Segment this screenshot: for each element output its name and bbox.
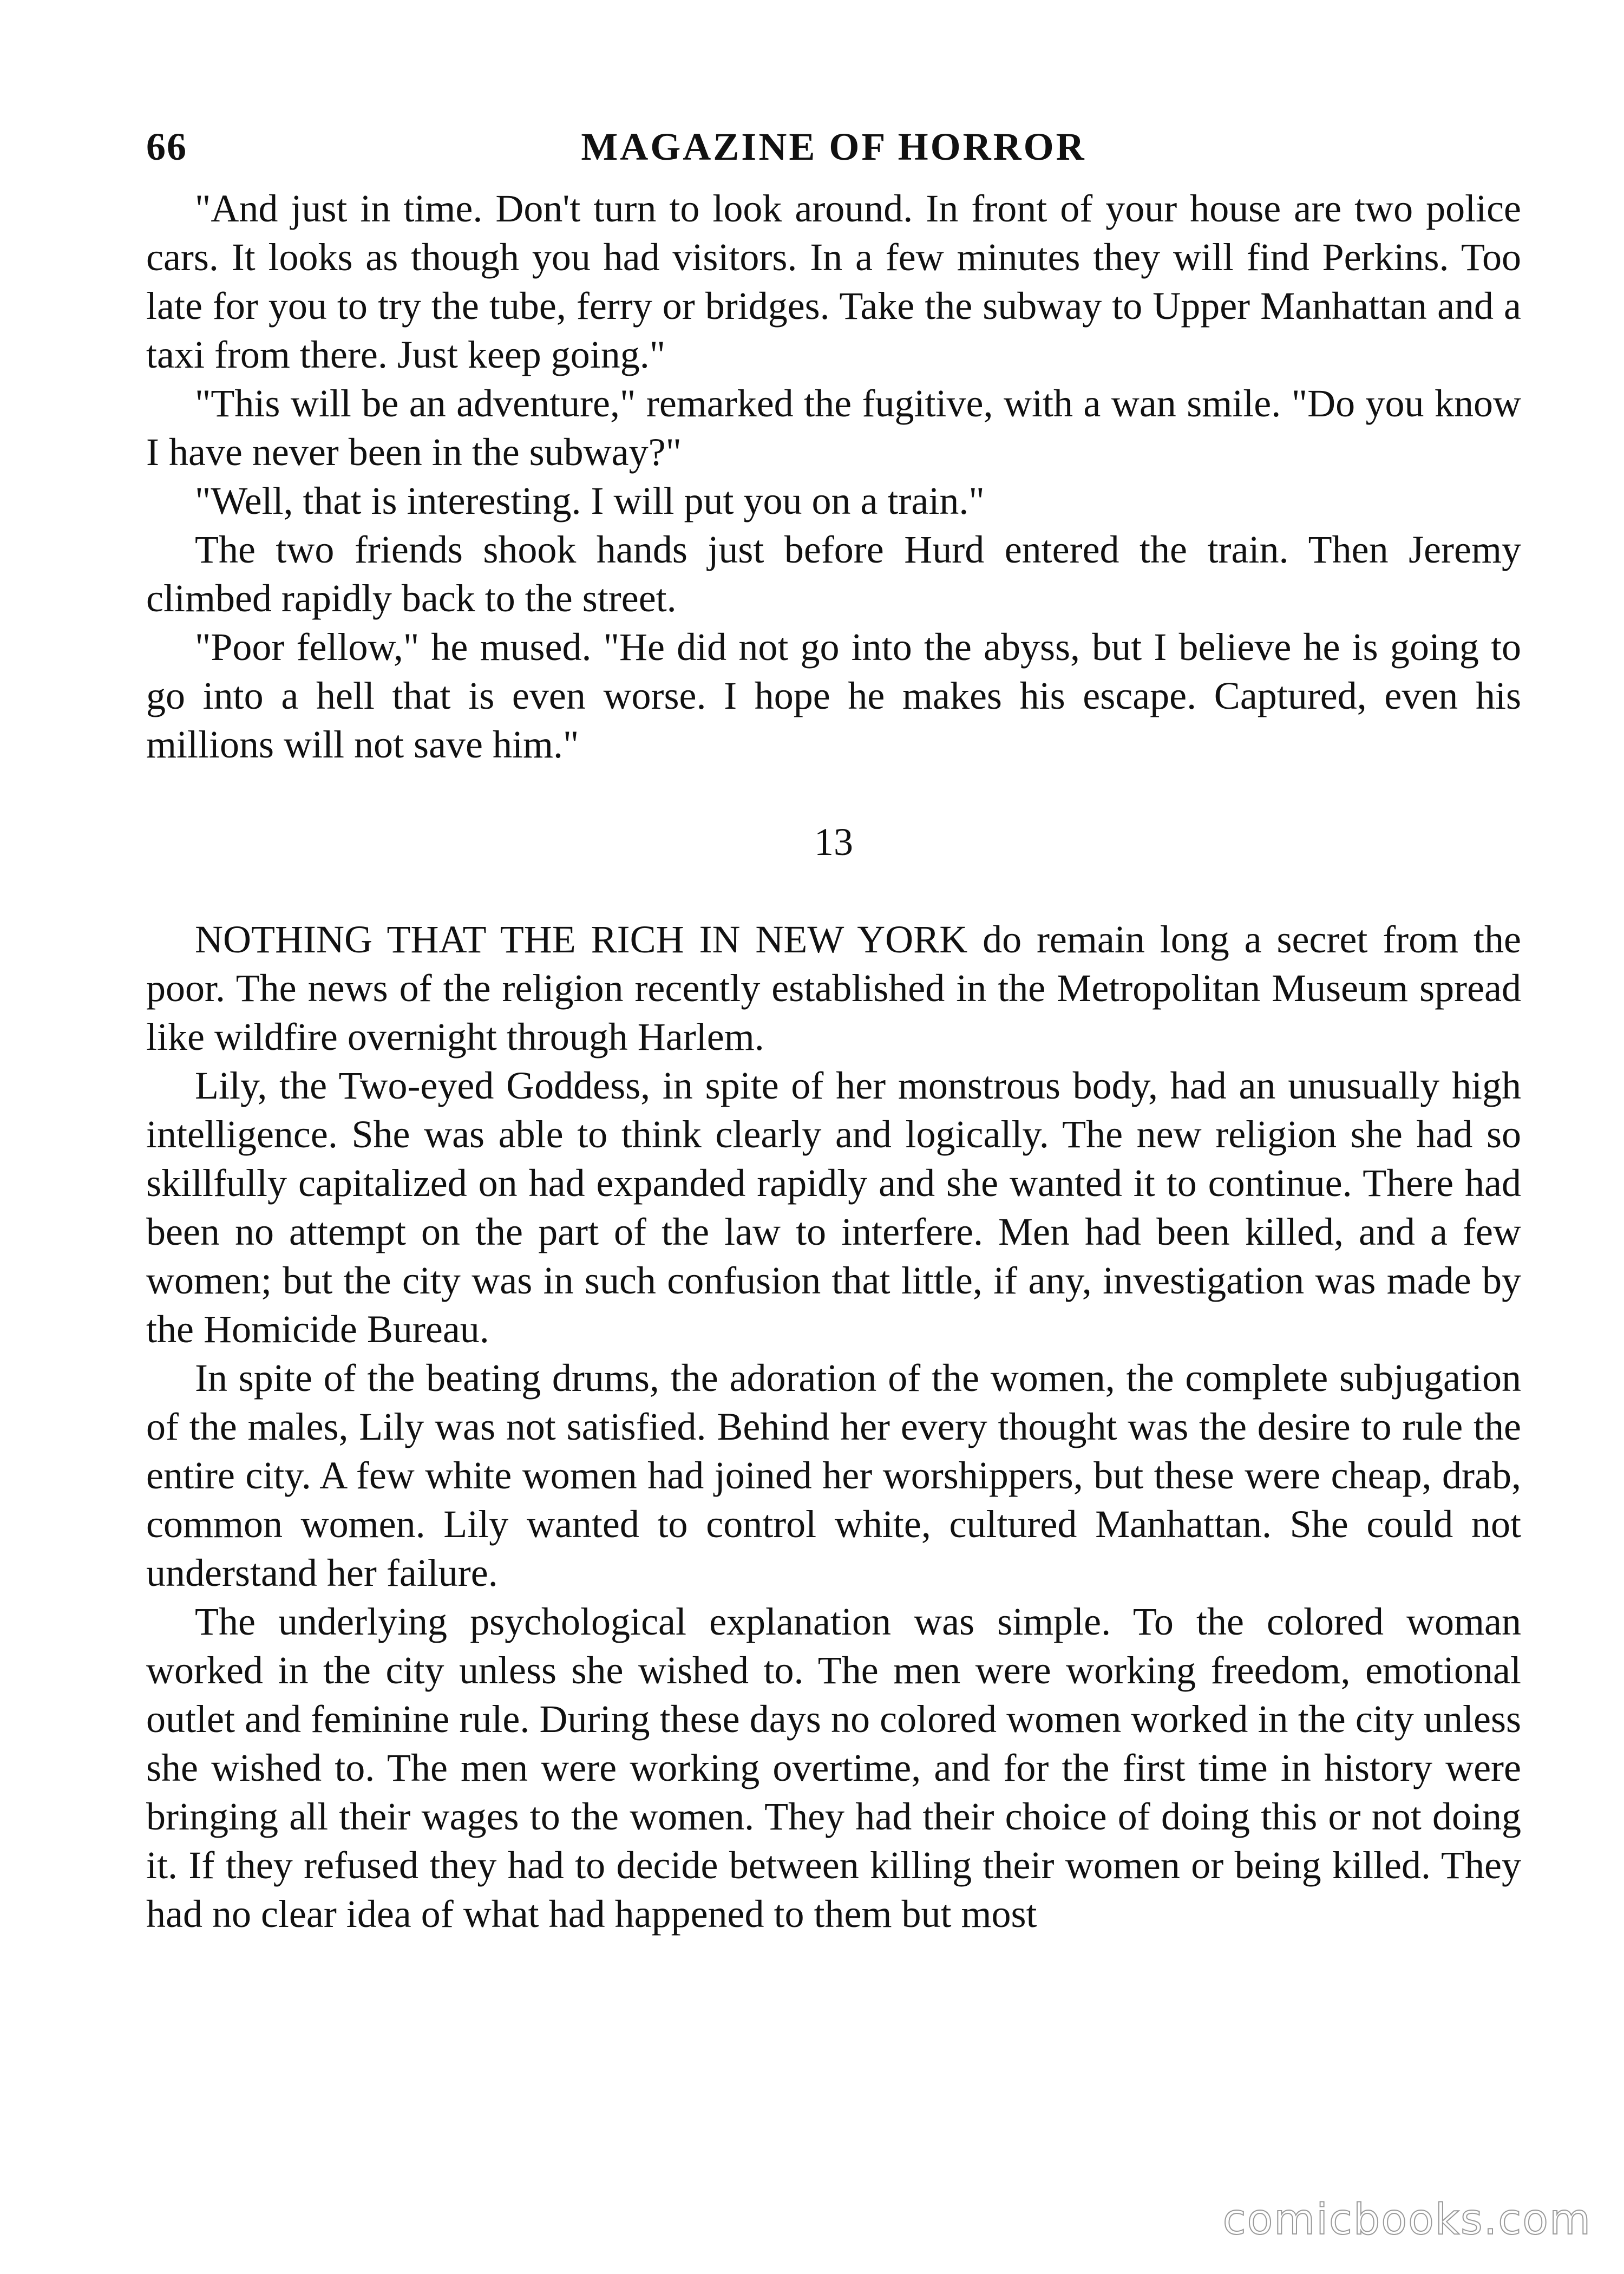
book-page (146, 125, 1521, 1938)
paragraph: The underlying psychological explanation was simple. To the colored woman worked in the city unless she wished to. The men were working freedom, emotional outlet and feminine rule. During these days no colored women worked in the city unless she wished to. The men were working overtime, and for the first time in history were bringing all their wages to the women. They had their choice of doing this or not doing it. If they refused they had to decide between killing their women or being killed. They had no clear idea of what had happened to them but most (146, 1600, 1521, 1936)
story-text-before-break (146, 184, 1521, 769)
running-title: MAGAZINE OF HORROR (581, 125, 1086, 168)
paragraph: NOTHING THAT THE RICH IN NEW YORK do remain long a secret from the poor. The news of the religion recently established in the Metropolitan Museum spread like wildfire overnight through Harlem. (146, 918, 1521, 1058)
site-watermark: comicbooks.com (1222, 2195, 1592, 2244)
story-text-after-break (146, 915, 1521, 1938)
paragraph: "Well, that is interesting. I will put you on a train." (195, 479, 985, 522)
paragraph: "And just in time. Don't turn to look around. In front of your house are two police cars. It looks as though you had visitors. In a few minutes they will find Perkins. Too late for you to try the tube, ferry or bridges. Take the subway to Upper Manhattan and a taxi from there. Just keep going." (146, 187, 1521, 376)
paragraph: "This will be an adventure," remarked the fugitive, with a wan smile. "Do you know I have never been in the subway?" (146, 382, 1521, 474)
paragraph: "Poor fellow," he mused. "He did not go into the abyss, but I believe he is going to go into a hell that is even worse. I hope he makes his escape. Captured, even his millions will not save him." (146, 625, 1521, 766)
paragraph: The two friends shook hands just before Hurd entered the train. Then Jeremy climbed rapidly back to the street. (146, 528, 1521, 620)
page-number: 66 (146, 125, 187, 168)
page-header (146, 125, 1521, 184)
paragraph: Lily, the Two-eyed Goddess, in spite of her monstrous body, had an unusually high intelligence. She was able to think clearly and logically. The new religion she had so skillfully capitalized on had expanded rapidly and she wanted it to continue. There had been no attempt on the part of the law to interfere. Men had been killed, and a few women; but the city was in such confusion that little, if any, investigation was made by the Homicide Bureau. (146, 1064, 1521, 1351)
paragraph: In spite of the beating drums, the adoration of the women, the complete subjugation of the males, Lily was not satisfied. Behind her every thought was the desire to rule the entire city. A few white women had joined her worshippers, but these were cheap, drab, common women. Lily wanted to control white, cultured Manhattan. She could not understand her failure. (146, 1356, 1521, 1595)
chapter-number: 13 (814, 820, 853, 864)
